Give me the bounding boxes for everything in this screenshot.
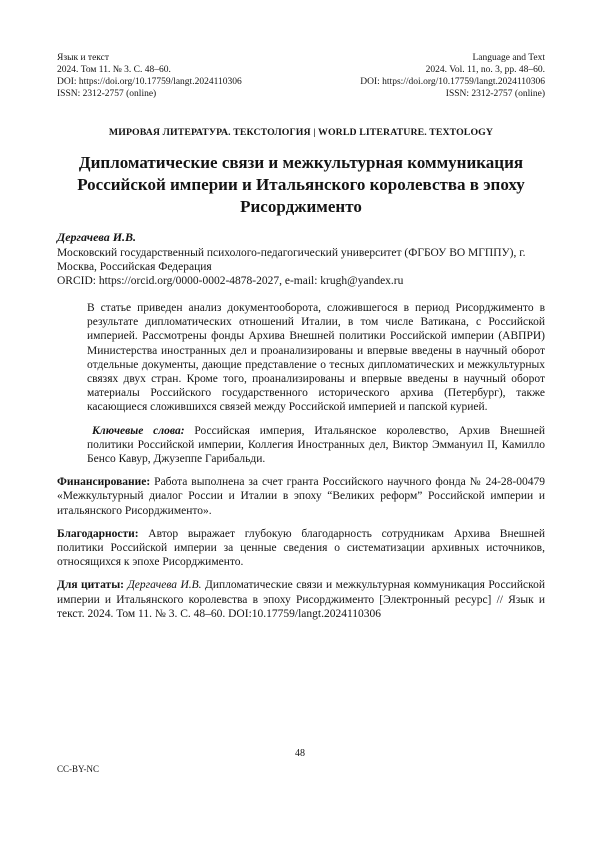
acknowledgements-label: Благодарности: xyxy=(57,527,139,540)
citation-paragraph xyxy=(57,578,545,621)
citation-author: Дергачева И.В. xyxy=(127,579,202,592)
license-label: CC-BY-NC xyxy=(57,764,100,774)
journal-meta xyxy=(57,52,545,100)
author-affiliation: Московский государственный психолого-педагогический университет (ФГБОУ ВО МГППУ), г. Москва, Российская Федерация xyxy=(57,247,526,273)
page-number: 48 xyxy=(295,748,305,759)
issue-info-en: 2024. Vol. 11, no. 3, pp. 48–60. xyxy=(425,65,545,75)
funding-text: Работа выполнена за счет гранта Российского научного фонда № 24-28-00479 «Межкультурный диалог России и Италии в эпоху “Великих реформ” Российской империи и итальянского Рисорджименто». xyxy=(57,476,545,517)
journal-title-en: Language and Text xyxy=(472,53,545,63)
keywords-label: Ключевые слова: xyxy=(92,424,185,437)
doi-line-en: DOI: https://doi.org/10.17759/langt.2024110306 xyxy=(360,77,545,87)
funding-paragraph xyxy=(57,475,545,518)
citation-text: Дипломатические связи и межкультурная коммуникация Российской империи и Итальянского королевства в эпоху Рисорджименто [Электронный ресурс] // Язык и текст. 2024. Том 11. № 3. С. 48–60. DOI:10.17759/langt.2024110306 xyxy=(57,579,545,620)
section-header: МИРОВАЯ ЛИТЕРАТУРА. ТЕКСТОЛОГИЯ | WORLD LITERATURE. TEXTOLOGY xyxy=(108,127,494,138)
keywords-text: Российская империя, Итальянское королевство, Архив Внешней политики Российской империи, Коллегия Иностранных дел, Виктор Эммануил II, Камилло Бенсо Кавур, Джузеппе Гарибальди. xyxy=(87,424,546,466)
doi-line-ru: DOI: https://doi.org/10.17759/langt.2024110306 xyxy=(57,77,242,87)
keywords-paragraph xyxy=(87,424,545,467)
author-name: Дергачева И.В. xyxy=(57,230,137,244)
journal-title-ru: Язык и текст xyxy=(57,53,110,63)
acknowledgements-paragraph xyxy=(57,527,545,570)
citation-label: Для цитаты: xyxy=(57,579,125,592)
journal-meta-russian xyxy=(57,52,242,100)
article-title: Дипломатические связи и межкультурная коммуникация Российской империи и Итальянского королевства в эпоху Рисорджименто xyxy=(77,153,525,216)
journal-meta-english xyxy=(360,52,545,100)
funding-label: Финансирование: xyxy=(57,476,151,489)
abstract-text: В статье приведен анализ документооборота, сложившегося в период Рисорджименто в результате дипломатических отношений Италии, в том числе Ватикана, с Российской империей. Рассмотрены фонды Архива Внешней политики Российской империи (АВПРИ) Министерства иностранных дел и проанализированы и впервые введены в научный оборот отдельные документы, дающие представление о тесных дипломатических и межкультурных связях двух стран. Кроме того, проанализированы и впервые введены в научный оборот материалы Российского государственного исторического архива (Петербург), также касающиеся сложившихся связей между Российской империей и папской курией. xyxy=(87,302,545,414)
acknowledgements-text: Автор выражает глубокую благодарность сотрудникам Архива Внешней политики Российской империи за ценные сведения о систематизации архивных источников, относящихся к эпохе Рисорджименто. xyxy=(57,527,545,569)
author-block xyxy=(57,230,545,288)
issn-line-en: ISSN: 2312-2757 (online) xyxy=(445,89,545,99)
author-orcid-email: ORCID: https://orcid.org/0000-0002-4878-2027, e-mail: krugh@yandex.ru xyxy=(57,275,404,287)
issue-info-ru: 2024. Том 11. № 3. С. 48–60. xyxy=(57,65,171,75)
issn-line-ru: ISSN: 2312-2757 (online) xyxy=(57,89,157,99)
